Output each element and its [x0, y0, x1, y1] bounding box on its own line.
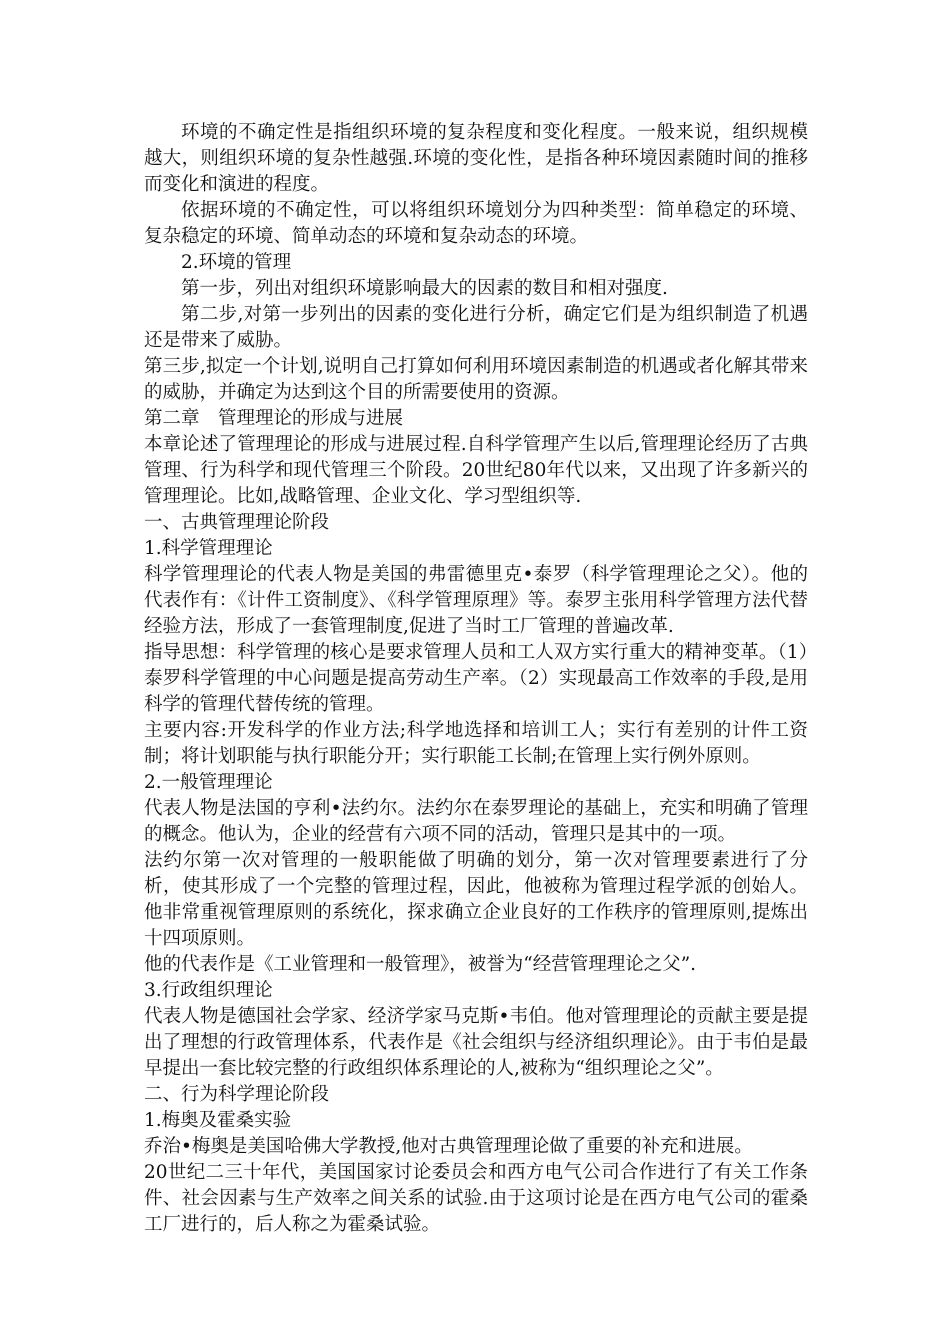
paragraph-hawthorne-experiment: 20世纪二三十年代，美国国家讨论委员会和西方电气公司合作进行了有关工作条件、社会因素与生产效率之间关系的试验.由于这项讨论是在西方电气公司的霍桑工厂进行的，后人称之为霍桑试验。 — [144, 1162, 808, 1235]
paragraph-step-two: 第二步,对第一步列出的因素的变化进行分析，确定它们是为组织制造了机遇还是带来了威胁。 — [144, 304, 808, 351]
heading-scientific-management: 1.科学管理理论 — [144, 538, 273, 559]
heading-administrative-organization: 3.行政组织理论 — [144, 980, 273, 1001]
paragraph-environment-uncertainty: 环境的不确定性是指组织环境的复杂程度和变化程度。一般来说，组织规模越大，则组织环境的复杂性越强.环境的变化性，是指各种环境因素随时间的推移而变化和演进的程度。 — [144, 122, 808, 195]
paragraph-environment-types: 依据环境的不确定性，可以将组织环境划分为四种类型：简单稳定的环境、复杂稳定的环境、简单动态的环境和复杂动态的环境。 — [144, 200, 808, 247]
paragraph-step-one: 第一步，列出对组织环境影响最大的因素的数目和相对强度. — [181, 278, 668, 299]
paragraph-step-three: 第三步,拟定一个计划,说明自己打算如何利用环境因素制造的机遇或者化解其带来的威胁，并确定为达到这个目的所需要使用的资源。 — [144, 356, 808, 403]
heading-environment-management: 2.环境的管理 — [181, 252, 292, 273]
paragraph-weber: 代表人物是德国社会学家、经济学家马克斯•韦伯。他对管理理论的贡献主要是提出了理想的行政管理体系，代表作是《社会组织与经济组织理论》。由于韦伯是最早提出一套比较完整的行政组织体系理论的人,被称为“组织理论之父”。 — [144, 1006, 808, 1079]
paragraph-fayol: 代表人物是法国的亨利•法约尔。法约尔在泰罗理论的基础上，充实和明确了管理的概念。他认为，企业的经营有六项不同的活动，管理只是其中的一项。 — [144, 798, 808, 845]
heading-chapter-two: 第二章 管理理论的形成与进展 — [144, 408, 404, 429]
paragraph-main-content: 主要内容:开发科学的作业方法;科学地选择和培训工人；实行有差别的计件工资制；将计划职能与执行职能分开；实行职能工长制;在管理上实行例外原则。 — [144, 720, 808, 767]
paragraph-fayol-work: 他的代表作是《工业管理和一般管理》，被誉为“经营管理理论之父”. — [144, 954, 697, 975]
heading-classical-stage: 一、古典管理理论阶段 — [144, 512, 330, 533]
paragraph-mayo: 乔治•梅奥是美国哈佛大学教授,他对古典管理理论做了重要的补充和进展。 — [144, 1136, 753, 1157]
paragraph-guiding-idea: 指导思想：科学管理的核心是要求管理人员和工人双方实行重大的精神变革。（1）泰罗科学管理的中心问题是提高劳动生产率。（2）实现最高工作效率的手段,是用科学的管理代替传统的管理。 — [144, 642, 808, 715]
paragraph-taylor: 科学管理理论的代表人物是美国的弗雷德里克•泰罗（科学管理理论之父）。他的代表作有：《计件工资制度》、《科学管理原理》等。泰罗主张用科学管理方法代替经验方法，形成了一套管理制度,促进了当时工厂管理的普遍改革. — [144, 564, 808, 637]
heading-hawthorne: 1.梅奥及霍桑实验 — [144, 1110, 292, 1131]
paragraph-chapter-intro: 本章论述了管理理论的形成与进展过程.自科学管理产生以后,管理理论经历了古典管理、行为科学和现代管理三个阶段。20世纪80年代以来，又出现了许多新兴的管理理论。比如,战略管理、企业文化、学习型组织等. — [144, 434, 808, 507]
document-body — [144, 120, 808, 1238]
heading-behavioral-stage: 二、行为科学理论阶段 — [144, 1084, 330, 1105]
heading-general-management: 2.一般管理理论 — [144, 772, 273, 793]
paragraph-fayol-functions: 法约尔第一次对管理的一般职能做了明确的划分，第一次对管理要素进行了分析，使其形成了一个完整的管理过程，因此，他被称为管理过程学派的创始人。他非常重视管理原则的系统化，探求确立企业良好的工作秩序的管理原则,提炼出十四项原则。 — [144, 850, 808, 949]
